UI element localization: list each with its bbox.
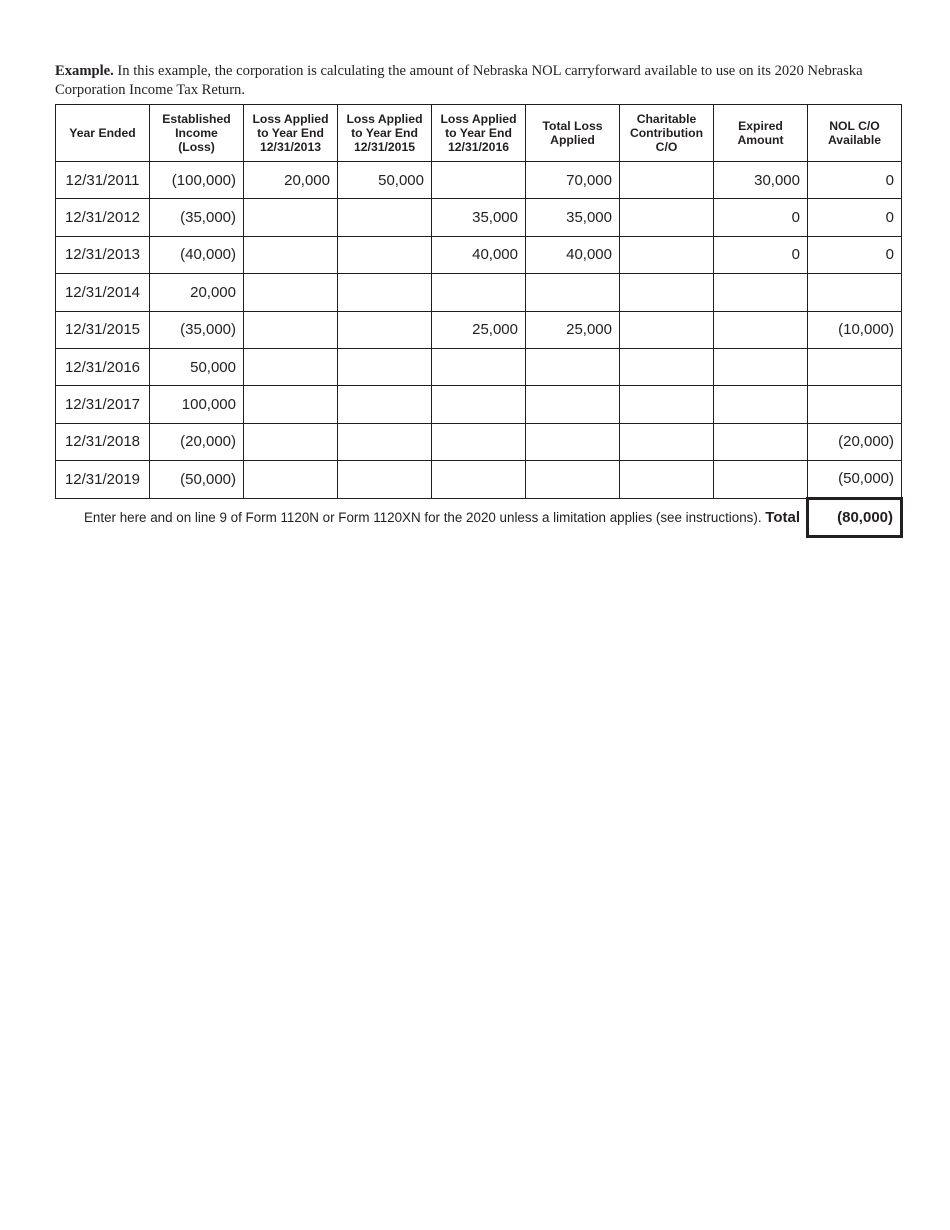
header-line: 12/31/2013 bbox=[260, 140, 321, 154]
cell-expired-amount bbox=[714, 311, 808, 348]
header-line: Established bbox=[162, 112, 231, 126]
header-line: Income bbox=[175, 126, 218, 140]
header-line: Amount bbox=[737, 133, 784, 147]
example-lead: Example. bbox=[55, 62, 114, 79]
header-total-loss-applied bbox=[526, 105, 620, 162]
header-line: NOL C/O bbox=[829, 119, 880, 133]
cell-charitable-contribution bbox=[620, 199, 714, 236]
header-charitable-contribution bbox=[620, 105, 714, 162]
header-line: Contribution bbox=[629, 126, 704, 140]
cell-expired-amount bbox=[714, 386, 808, 423]
cell-loss-applied-2016 bbox=[432, 162, 526, 199]
example-paragraph bbox=[55, 62, 910, 100]
cell-loss-applied-2015 bbox=[338, 311, 432, 348]
cell-year-ended: 12/31/2018 bbox=[56, 423, 150, 460]
total-row bbox=[56, 498, 902, 536]
table-row bbox=[56, 236, 902, 273]
cell-total-loss-applied: 70,000 bbox=[526, 162, 620, 199]
total-label: Total bbox=[765, 508, 800, 526]
total-note: Enter here and on line 9 of Form 1120N or Form 1120XN for the 2020 unless a limitation applies (see instructions). bbox=[83, 509, 762, 525]
cell-loss-applied-2015 bbox=[338, 236, 432, 273]
cell-year-ended: 12/31/2017 bbox=[56, 386, 150, 423]
cell-established-income: 100,000 bbox=[150, 386, 244, 423]
cell-year-ended: 12/31/2011 bbox=[56, 162, 150, 199]
cell-nol-available: 0 bbox=[808, 162, 902, 199]
header-nol-available bbox=[808, 105, 902, 162]
cell-established-income: 50,000 bbox=[150, 348, 244, 385]
cell-established-income: 20,000 bbox=[150, 274, 244, 311]
cell-loss-applied-2013: 20,000 bbox=[244, 162, 338, 199]
cell-expired-amount: 0 bbox=[714, 236, 808, 273]
table-row bbox=[56, 386, 902, 423]
header-line: Total Loss bbox=[542, 119, 603, 133]
cell-loss-applied-2015 bbox=[338, 461, 432, 498]
cell-loss-applied-2016 bbox=[432, 461, 526, 498]
header-loss-applied-2013 bbox=[244, 105, 338, 162]
cell-nol-available bbox=[808, 386, 902, 423]
header-line: Loss Applied bbox=[440, 112, 517, 126]
cell-established-income: (35,000) bbox=[150, 199, 244, 236]
cell-nol-available: (20,000) bbox=[808, 423, 902, 460]
cell-loss-applied-2013 bbox=[244, 311, 338, 348]
header-line: Available bbox=[827, 133, 882, 147]
cell-loss-applied-2016 bbox=[432, 386, 526, 423]
cell-loss-applied-2016: 40,000 bbox=[432, 236, 526, 273]
header-loss-applied-2015 bbox=[338, 105, 432, 162]
header-line: 12/31/2015 bbox=[354, 140, 415, 154]
header-line: Charitable bbox=[636, 112, 697, 126]
cell-loss-applied-2016: 25,000 bbox=[432, 311, 526, 348]
cell-charitable-contribution bbox=[620, 461, 714, 498]
header-row bbox=[56, 105, 902, 162]
cell-charitable-contribution bbox=[620, 311, 714, 348]
table-row bbox=[56, 199, 902, 236]
header-loss-applied-2016 bbox=[432, 105, 526, 162]
cell-total-loss-applied bbox=[526, 461, 620, 498]
cell-loss-applied-2016 bbox=[432, 423, 526, 460]
header-line: (Loss) bbox=[178, 140, 215, 154]
cell-loss-applied-2013 bbox=[244, 199, 338, 236]
table-row bbox=[56, 461, 902, 498]
header-line: 12/31/2016 bbox=[448, 140, 509, 154]
header-line: Loss Applied bbox=[252, 112, 329, 126]
table-row bbox=[56, 274, 902, 311]
header-line: to Year End bbox=[445, 126, 512, 140]
cell-established-income: (35,000) bbox=[150, 311, 244, 348]
cell-charitable-contribution bbox=[620, 162, 714, 199]
table-row bbox=[56, 348, 902, 385]
cell-loss-applied-2013 bbox=[244, 274, 338, 311]
cell-loss-applied-2016 bbox=[432, 348, 526, 385]
cell-loss-applied-2015 bbox=[338, 199, 432, 236]
cell-year-ended: 12/31/2012 bbox=[56, 199, 150, 236]
header-line: Year Ended bbox=[69, 126, 136, 140]
cell-nol-available: (10,000) bbox=[808, 311, 902, 348]
table-row bbox=[56, 311, 902, 348]
nol-carryforward-table bbox=[55, 104, 903, 538]
cell-loss-applied-2015 bbox=[338, 386, 432, 423]
table-row bbox=[56, 423, 902, 460]
header-line: C/O bbox=[655, 140, 678, 154]
cell-loss-applied-2015 bbox=[338, 348, 432, 385]
cell-nol-available bbox=[808, 348, 902, 385]
cell-total-loss-applied bbox=[526, 386, 620, 423]
cell-loss-applied-2013 bbox=[244, 386, 338, 423]
header-line: Expired bbox=[738, 119, 783, 133]
cell-nol-available bbox=[808, 274, 902, 311]
header-line: to Year End bbox=[351, 126, 418, 140]
cell-expired-amount: 0 bbox=[714, 199, 808, 236]
cell-loss-applied-2015: 50,000 bbox=[338, 162, 432, 199]
cell-expired-amount bbox=[714, 274, 808, 311]
cell-established-income: (20,000) bbox=[150, 423, 244, 460]
cell-expired-amount bbox=[714, 461, 808, 498]
cell-loss-applied-2015 bbox=[338, 274, 432, 311]
cell-year-ended: 12/31/2015 bbox=[56, 311, 150, 348]
cell-total-loss-applied bbox=[526, 274, 620, 311]
cell-total-loss-applied: 35,000 bbox=[526, 199, 620, 236]
cell-expired-amount: 30,000 bbox=[714, 162, 808, 199]
table-row bbox=[56, 162, 902, 199]
cell-established-income: (100,000) bbox=[150, 162, 244, 199]
header-year-ended bbox=[56, 105, 150, 162]
cell-loss-applied-2013 bbox=[244, 348, 338, 385]
cell-nol-available: 0 bbox=[808, 199, 902, 236]
header-line: to Year End bbox=[257, 126, 324, 140]
cell-loss-applied-2013 bbox=[244, 423, 338, 460]
cell-total-loss-applied: 40,000 bbox=[526, 236, 620, 273]
cell-total-loss-applied bbox=[526, 348, 620, 385]
cell-charitable-contribution bbox=[620, 274, 714, 311]
cell-nol-available: 0 bbox=[808, 236, 902, 273]
cell-year-ended: 12/31/2019 bbox=[56, 461, 150, 498]
header-line: Loss Applied bbox=[346, 112, 423, 126]
cell-loss-applied-2013 bbox=[244, 461, 338, 498]
cell-established-income: (50,000) bbox=[150, 461, 244, 498]
cell-charitable-contribution bbox=[620, 348, 714, 385]
cell-expired-amount bbox=[714, 348, 808, 385]
header-expired-amount bbox=[714, 105, 808, 162]
cell-year-ended: 12/31/2013 bbox=[56, 236, 150, 273]
cell-year-ended: 12/31/2016 bbox=[56, 348, 150, 385]
cell-total-loss-applied: 25,000 bbox=[526, 311, 620, 348]
total-value: (80,000) bbox=[808, 498, 902, 536]
cell-year-ended: 12/31/2014 bbox=[56, 274, 150, 311]
example-text: In this example, the corporation is calculating the amount of Nebraska NOL carryforward available to use on its 2020 Nebraska Corporation Income Tax Return. bbox=[55, 62, 863, 98]
cell-established-income: (40,000) bbox=[150, 236, 244, 273]
cell-loss-applied-2013 bbox=[244, 236, 338, 273]
header-established-income bbox=[150, 105, 244, 162]
table-body bbox=[56, 162, 902, 499]
total-note-cell bbox=[56, 498, 808, 536]
cell-charitable-contribution bbox=[620, 423, 714, 460]
cell-charitable-contribution bbox=[620, 236, 714, 273]
cell-loss-applied-2015 bbox=[338, 423, 432, 460]
cell-nol-available: (50,000) bbox=[808, 461, 902, 498]
header-line: Applied bbox=[550, 133, 595, 147]
cell-loss-applied-2016: 35,000 bbox=[432, 199, 526, 236]
cell-loss-applied-2016 bbox=[432, 274, 526, 311]
cell-charitable-contribution bbox=[620, 386, 714, 423]
cell-expired-amount bbox=[714, 423, 808, 460]
cell-total-loss-applied bbox=[526, 423, 620, 460]
